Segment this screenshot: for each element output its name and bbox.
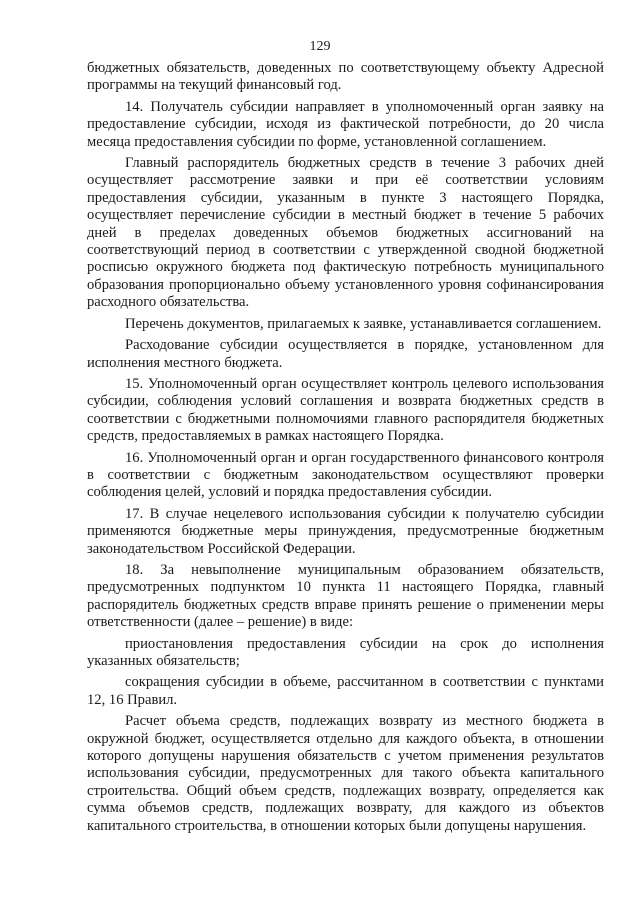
paragraph-item-15: 15. Уполномоченный орган осуществляет контроль целевого использования субсидии, соблюдения условий соглашения и возврата бюджетных средств в соответствии с бюджетными полномочиями главного распорядителя бюджетных средств, предоставляемых в рамках настоящего Порядка. <box>87 375 604 445</box>
paragraph-refund-calculation: Расчет объема средств, подлежащих возврату из местного бюджета в окружной бюджет, осуществляется отдельно для каждого объекта, в отношении которого допущены нарушения обязательств с учетом применения результатов использования субсидии, предусмотренных для такого объекта капитального строительства. Общий объем средств, подлежащих возврату, определяется как сумма объемов средств, подлежащих возврату, для каждого из объектов капитального строительства, в отношении которых были допущены нарушения. <box>87 713 604 834</box>
paragraph-spending: Расходование субсидии осуществляется в порядке, установленном для исполнения местного бюджета. <box>87 337 604 371</box>
paragraph-item-16: 16. Уполномоченный орган и орган государственного финансового контроля в соответствии с бюджетным законодательством осуществляют проверки соблюдения целей, условий и порядка предоставления субсидии. <box>87 449 604 501</box>
document-body <box>87 60 604 839</box>
paragraph-documents-list: Перечень документов, прилагаемых к заявке, устанавливается соглашением. <box>125 315 602 332</box>
paragraph-suspension: приостановления предоставления субсидии на срок до исполнения указанных обязательств; <box>87 635 604 669</box>
paragraph-item-18: 18. За невыполнение муниципальным образованием обязательств, предусмотренных подпунктом 10 пункта 11 настоящего Порядка, главный распорядитель бюджетных средств вправе принять решение о применении меры ответственности (далее – решение) в виде: <box>87 561 604 631</box>
paragraph-item-14: 14. Получатель субсидии направляет в уполномоченный орган заявку на предоставление субсидии, исходя из фактической потребности, до 20 числа месяца предоставления субсидии по форме, установленной соглашением. <box>87 98 604 150</box>
paragraph-continuation: бюджетных обязательств, доведенных по соответствующему объекту Адресной программы на текущий финансовый год. <box>87 60 604 94</box>
paragraph-reduction: сокращения субсидии в объеме, рассчитанном в соответствии с пунктами 12, 16 Правил. <box>87 674 604 708</box>
page-number: 129 <box>309 39 331 54</box>
paragraph-item-17: 17. В случае нецелевого использования субсидии к получателю субсидии применяются бюджетные меры принуждения, предусмотренные бюджетным законодательством Российской Федерации. <box>87 505 604 557</box>
paragraph-transfer-terms: Главный распорядитель бюджетных средств в течение 3 рабочих дней осуществляет рассмотрение заявки и при её соответствии условиям предоставления субсидии, указанным в пункте 3 настоящего Порядка, осуществляет перечисление субсидии в местный бюджет в течение 5 рабочих дней в пределах доведенных объемов бюджетных ассигнований на соответствующий период в соответствии с утвержденной сводной бюджетной росписью окружного бюджета под фактическую потребность муниципального образования пропорционально объему установленного уровня софинансирования расходного обязательства. <box>87 155 604 311</box>
